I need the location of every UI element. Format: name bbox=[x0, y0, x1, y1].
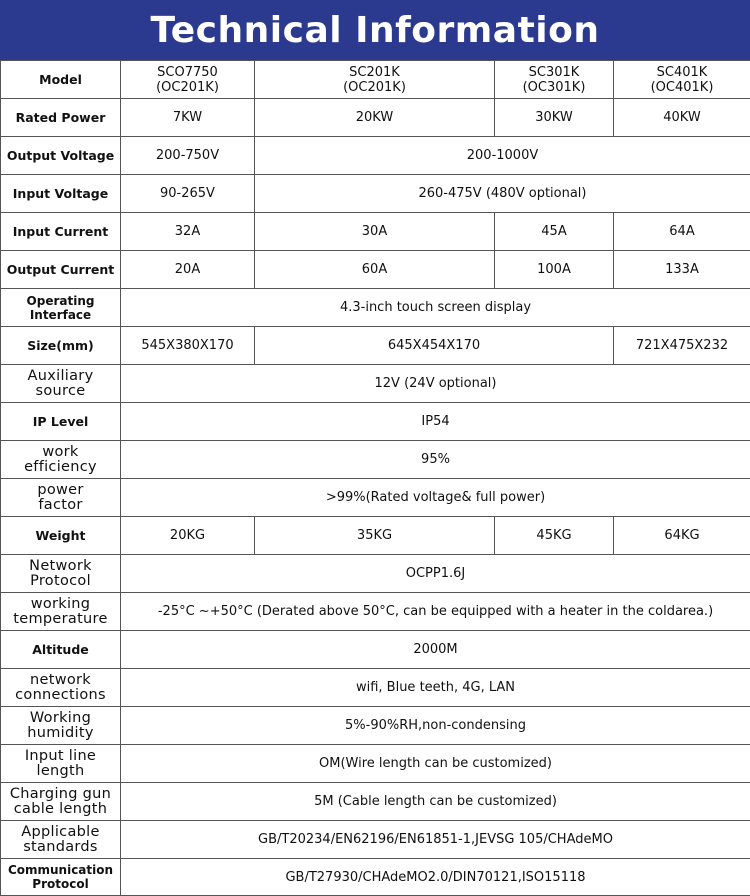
cell-input-line-length: OM(Wire length can be customized) bbox=[121, 745, 750, 783]
title-banner bbox=[0, 0, 750, 60]
table-row bbox=[1, 745, 750, 783]
row-label-communication-protocol: Communication Protocol bbox=[1, 859, 121, 896]
table-row bbox=[1, 631, 750, 669]
table-row bbox=[1, 403, 750, 441]
table-row bbox=[1, 137, 750, 175]
table-row bbox=[1, 175, 750, 213]
table-row bbox=[1, 327, 750, 365]
table-row bbox=[1, 365, 750, 403]
cell-power-factor: >99%(Rated voltage& full power) bbox=[121, 479, 750, 517]
row-label-output-voltage: Output Voltage bbox=[1, 137, 121, 175]
table-row bbox=[1, 821, 750, 859]
row-label-input-current: Input Current bbox=[1, 213, 121, 251]
row-label-model: Model bbox=[1, 61, 121, 99]
cell-input-current-3: 45A bbox=[495, 213, 614, 251]
table-row bbox=[1, 859, 750, 896]
cell-communication-protocol: GB/T27930/CHAdeMO2.0/DIN70121,ISO15118 bbox=[121, 859, 750, 896]
table-row bbox=[1, 593, 750, 631]
row-label-applicable-standards: Applicable standards bbox=[1, 821, 121, 859]
cell-output-current-2: 60A bbox=[255, 251, 495, 289]
table-row bbox=[1, 213, 750, 251]
cell-size-1: 545X380X170 bbox=[121, 327, 255, 365]
row-label-input-voltage: Input Voltage bbox=[1, 175, 121, 213]
cell-input-current-4: 64A bbox=[614, 213, 750, 251]
row-label-size: Size(mm) bbox=[1, 327, 121, 365]
cell-network-protocol: OCPP1.6J bbox=[121, 555, 750, 593]
cell-weight-2: 35KG bbox=[255, 517, 495, 555]
cell-output-voltage-2: 200-1000V bbox=[255, 137, 750, 175]
cell-rated-power-3: 30KW bbox=[495, 99, 614, 137]
table-row bbox=[1, 517, 750, 555]
row-label-input-line-length: Input line length bbox=[1, 745, 121, 783]
table-row bbox=[1, 99, 750, 137]
table-row bbox=[1, 61, 750, 99]
cell-size-2: 645X454X170 bbox=[255, 327, 614, 365]
page-title: Technical Information bbox=[150, 10, 599, 51]
cell-output-current-3: 100A bbox=[495, 251, 614, 289]
row-label-rated-power: Rated Power bbox=[1, 99, 121, 137]
cell-rated-power-1: 7KW bbox=[121, 99, 255, 137]
cell-model-1: SCO7750 (OC201K) bbox=[121, 61, 255, 99]
cell-model-3: SC301K (OC301K) bbox=[495, 61, 614, 99]
table-row bbox=[1, 669, 750, 707]
row-label-ip-level: IP Level bbox=[1, 403, 121, 441]
row-label-operating-interface: Operating Interface bbox=[1, 289, 121, 327]
table-row bbox=[1, 479, 750, 517]
row-label-network-connections: network connections bbox=[1, 669, 121, 707]
cell-input-voltage-1: 90-265V bbox=[121, 175, 255, 213]
cell-model-2: SC201K (OC201K) bbox=[255, 61, 495, 99]
cell-charging-gun-cable-length: 5M (Cable length can be customized) bbox=[121, 783, 750, 821]
table-row bbox=[1, 707, 750, 745]
cell-work-efficiency: 95% bbox=[121, 441, 750, 479]
row-label-working-humidity: Working humidity bbox=[1, 707, 121, 745]
row-label-working-temperature: working temperature bbox=[1, 593, 121, 631]
row-label-charging-gun-cable-length: Charging gun cable length bbox=[1, 783, 121, 821]
table-row bbox=[1, 441, 750, 479]
row-label-output-current: Output Current bbox=[1, 251, 121, 289]
cell-weight-3: 45KG bbox=[495, 517, 614, 555]
cell-output-voltage-1: 200-750V bbox=[121, 137, 255, 175]
table-row bbox=[1, 251, 750, 289]
cell-rated-power-2: 20KW bbox=[255, 99, 495, 137]
row-label-network-protocol: Network Protocol bbox=[1, 555, 121, 593]
cell-model-4: SC401K (OC401K) bbox=[614, 61, 750, 99]
cell-weight-1: 20KG bbox=[121, 517, 255, 555]
cell-operating-interface: 4.3-inch touch screen display bbox=[121, 289, 750, 327]
cell-size-3: 721X475X232 bbox=[614, 327, 750, 365]
table-row bbox=[1, 289, 750, 327]
cell-working-temperature: -25°C ~+50°C (Derated above 50°C, can be equipped with a heater in the coldarea.) bbox=[121, 593, 750, 631]
cell-weight-4: 64KG bbox=[614, 517, 750, 555]
cell-network-connections: wifi, Blue teeth, 4G, LAN bbox=[121, 669, 750, 707]
row-label-weight: Weight bbox=[1, 517, 121, 555]
cell-output-current-4: 133A bbox=[614, 251, 750, 289]
cell-altitude: 2000M bbox=[121, 631, 750, 669]
cell-input-voltage-2: 260-475V (480V optional) bbox=[255, 175, 750, 213]
table-row bbox=[1, 783, 750, 821]
cell-working-humidity: 5%-90%RH,non-condensing bbox=[121, 707, 750, 745]
row-label-altitude: Altitude bbox=[1, 631, 121, 669]
table-row bbox=[1, 555, 750, 593]
cell-input-current-1: 32A bbox=[121, 213, 255, 251]
cell-input-current-2: 30A bbox=[255, 213, 495, 251]
cell-output-current-1: 20A bbox=[121, 251, 255, 289]
row-label-power-factor: power factor bbox=[1, 479, 121, 517]
cell-ip-level: IP54 bbox=[121, 403, 750, 441]
row-label-work-efficiency: work efficiency bbox=[1, 441, 121, 479]
row-label-auxiliary-source: Auxiliary source bbox=[1, 365, 121, 403]
cell-auxiliary-source: 12V (24V optional) bbox=[121, 365, 750, 403]
cell-rated-power-4: 40KW bbox=[614, 99, 750, 137]
spec-table bbox=[0, 60, 750, 896]
cell-applicable-standards: GB/T20234/EN62196/EN61851-1,JEVSG 105/CHAdeMO bbox=[121, 821, 750, 859]
